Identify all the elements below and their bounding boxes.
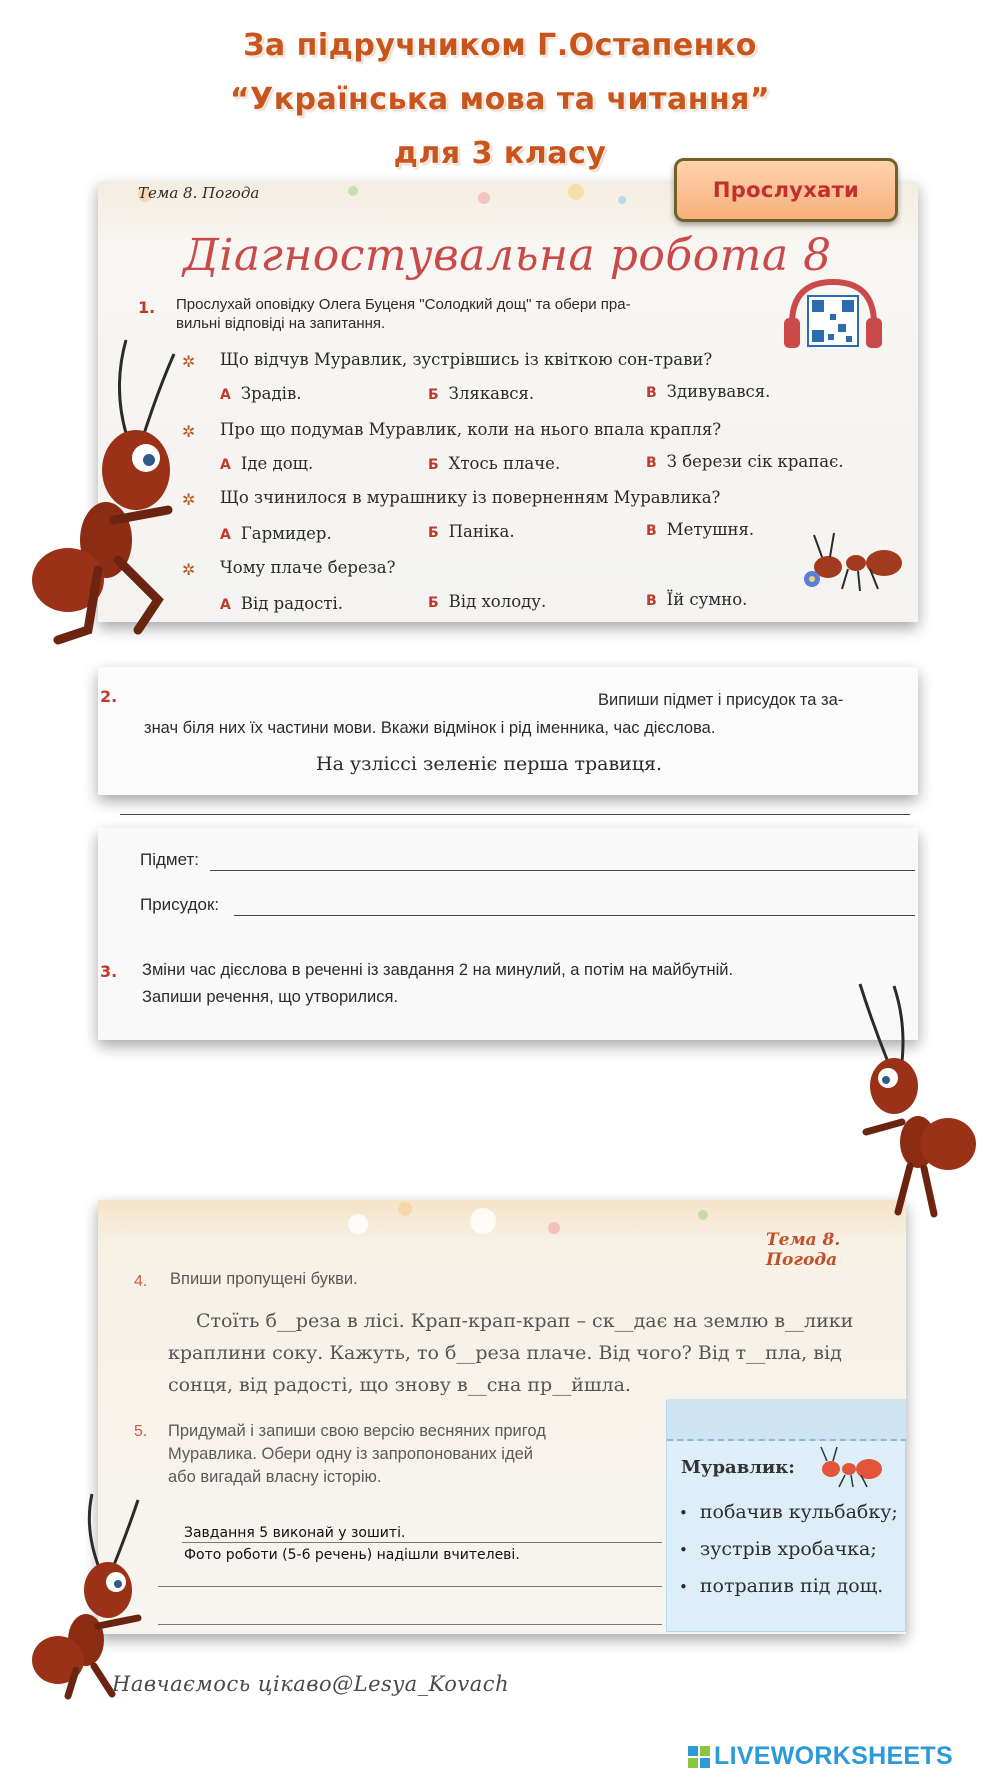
worksheet-page-2: [98, 667, 918, 795]
q2-option-a[interactable]: А Іде дощ.: [220, 454, 314, 473]
idea-note-card: [666, 1400, 906, 1632]
ant-with-flower-illustration: [798, 527, 908, 597]
listen-button[interactable]: Прослухати: [674, 158, 898, 222]
q3-option-a[interactable]: А Гармидер.: [220, 524, 332, 543]
task2-text-line1: Випиши підмет і присудок та за-: [598, 691, 844, 709]
task2-text-line2: знач біля них їх частини мови. Вкажи відмінок і рід іменника, час дієслова.: [144, 719, 716, 737]
star-icon: ✲: [182, 352, 196, 371]
predicate-label: Присудок:: [140, 895, 220, 914]
subject-label: Підмет:: [140, 850, 200, 869]
task3-text-line2: Запиши речення, що утворилися.: [142, 988, 398, 1006]
worksheet-page-1: [98, 182, 918, 622]
worksheet-page-4: [98, 1200, 906, 1634]
note-item: • побачив кульбабку;: [679, 1501, 898, 1523]
question-4-text: Чому плаче береза?: [220, 558, 396, 577]
predicate-input[interactable]: [234, 891, 915, 917]
q2-option-v[interactable]: В З берези сік крапає.: [646, 452, 844, 471]
brand-name[interactable]: LIVEWORKSHEETS: [714, 1742, 953, 1770]
header-line-3: для 3 класу: [393, 136, 607, 171]
q4-option-b[interactable]: Б Від холоду.: [428, 592, 547, 611]
task5-text-line2: Муравлика. Обери одну із запропонованих ідей: [168, 1445, 533, 1463]
answer-line: [182, 1542, 662, 1543]
predicate-underline: [234, 915, 915, 916]
topic-label: Тема 8. Погода: [766, 1230, 841, 1270]
divider-line: [120, 814, 910, 815]
task4-text-line2: краплини соку. Кажуть, то б__реза плаче. Від чого? Від т__пла, від: [168, 1342, 842, 1364]
task3-text-line1: Зміни час дієслова в реченні із завдання 2 на минулий, а потім на майбутній.: [142, 961, 734, 979]
task5-text-line1: Придумай і запиши свою версію весняних пригод: [168, 1422, 546, 1440]
question-3-text: Що зчинилося в мурашнику із поверненням Муравлика?: [220, 488, 721, 507]
note-item: • потрапив під дощ.: [679, 1575, 883, 1597]
task1-text-line2: вильні відповіді на запитання.: [176, 315, 386, 332]
q1-option-b[interactable]: Б Злякався.: [428, 384, 535, 403]
q3-option-b[interactable]: Б Паніка.: [428, 522, 515, 541]
subject-input[interactable]: [210, 846, 915, 872]
task5-text-line3: або вигадай власну історію.: [168, 1468, 382, 1486]
star-icon: ✲: [182, 490, 196, 509]
q1-option-a[interactable]: А Зрадів.: [220, 384, 302, 403]
star-icon: ✲: [182, 422, 196, 441]
answer-line: [158, 1586, 662, 1587]
subject-underline: [210, 870, 915, 871]
headphones-qr-icon: [778, 274, 888, 354]
q4-option-a[interactable]: А Від радості.: [220, 594, 344, 613]
task2-number: 2.: [100, 687, 118, 706]
note-title: Муравлик:: [681, 1457, 795, 1478]
header-line-2: “Українська мова та читання”: [229, 82, 771, 117]
question-1-text: Що відчув Муравлик, зустрівшись із квіткою сон-трави?: [220, 350, 713, 369]
task5-number: 5.: [134, 1423, 148, 1440]
q1-option-v[interactable]: В Здивувався.: [646, 382, 771, 401]
task5-note-line2: Фото роботи (5-6 речень) надішли вчителеві.: [184, 1547, 520, 1563]
star-icon: ✲: [182, 560, 196, 579]
worksheet-title: Діагностувальна робота 8: [183, 230, 832, 281]
question-2-text: Про що подумав Муравлик, коли на нього впала крапля?: [220, 420, 722, 439]
task3-number: 3.: [100, 962, 118, 981]
task1-number: 1.: [138, 298, 156, 317]
task5-note-line1: Завдання 5 виконай у зошиті.: [184, 1525, 406, 1541]
note-item: • зустрів хробачка;: [679, 1538, 877, 1560]
brand-logo-icon: [688, 1746, 710, 1768]
ant-illustration-left-bottom: [28, 1490, 148, 1700]
task4-text-line1: Стоїть б__реза в лісі. Крап-крап-крап – ск__дає на землю в__лики: [196, 1310, 854, 1332]
q3-option-v[interactable]: В Метушня.: [646, 520, 755, 539]
ant-illustration-right: [858, 982, 978, 1222]
note-spiral-top: [667, 1399, 906, 1441]
task4-text-line3: сонця, від радості, що знову в__сна пр__йшла.: [168, 1374, 631, 1396]
task4-number: 4.: [134, 1273, 148, 1290]
answer-line: [158, 1624, 662, 1625]
ant-illustration-left-top: [18, 330, 188, 650]
q2-option-b[interactable]: Б Хтось плаче.: [428, 454, 561, 473]
task1-text-line1: Прослухай оповідку Олега Буценя "Солодкий дощ" та обери пра-: [176, 296, 631, 313]
red-ant-icon: [817, 1445, 887, 1489]
author-signature: Навчаємось цікаво@Lesya_Kovach: [112, 1672, 510, 1696]
topic-label: Тема 8. Погода: [138, 184, 260, 202]
task4-title: Впиши пропущені букви.: [170, 1270, 358, 1288]
header-line-1: За підручником Г.Остапенко: [243, 28, 757, 63]
worksheet-page-3: [98, 828, 918, 1040]
q4-option-v[interactable]: В Їй сумно.: [646, 590, 748, 609]
task2-sentence: На узліссі зеленіє перша травиця.: [316, 753, 663, 775]
